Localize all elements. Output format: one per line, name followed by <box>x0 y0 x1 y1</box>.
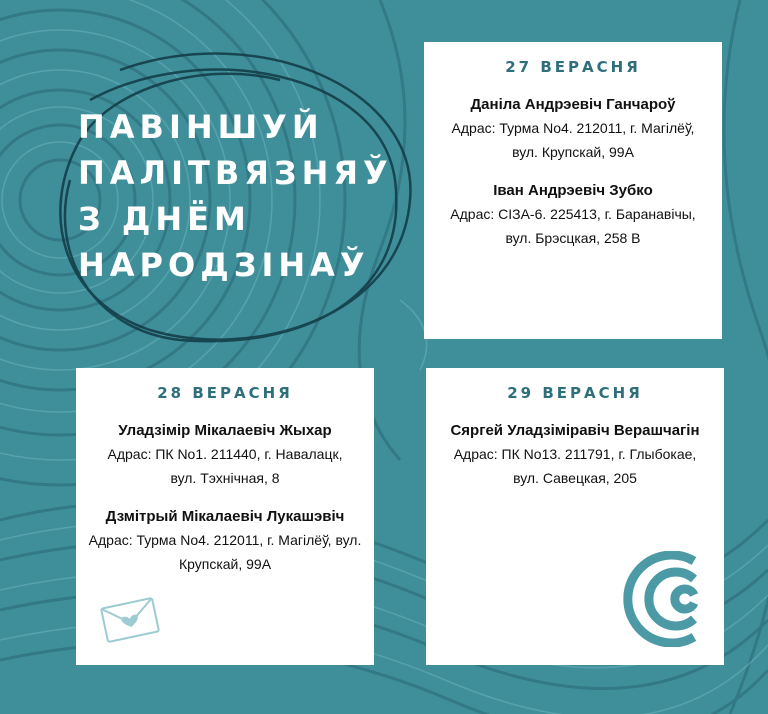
headline-line-1: ПАВІНШУЙ <box>78 108 324 146</box>
prisoner-address-line-1: Адрас: Турма No4. 212011, г. Магілёў, <box>451 120 695 136</box>
birthday-card-sep-27 <box>424 42 722 339</box>
prisoner-entry <box>86 420 364 490</box>
prisoner-name: Дзмітрый Мікалаевіч Лукашэвіч <box>105 508 345 525</box>
prisoner-name: Сяргей Уладзіміравіч Верашчагін <box>450 422 700 439</box>
prisoner-entry <box>434 94 712 164</box>
prisoner-name: Уладзімір Мікалаевіч Жыхар <box>118 422 332 439</box>
prisoner-name: Іван Андрэевіч Зубко <box>493 182 653 199</box>
prisoner-address-line-1: Адрас: Турма No4. 212011, г. Магілёў, вул. <box>88 532 362 548</box>
card-date: 27 ВЕРАСНЯ <box>505 58 641 76</box>
prisoner-entry <box>436 420 714 490</box>
card-date: 28 ВЕРАСНЯ <box>157 384 293 402</box>
prisoner-entry <box>86 506 364 576</box>
envelope-heart-icon <box>98 595 162 645</box>
prisoner-address-line-2: вул. Крупскай, 99А <box>512 144 634 160</box>
prisoner-address-line-1: Адрас: ПК No1. 211440, г. Навалацк, <box>107 446 343 462</box>
headline-line-4: НАРОДЗІНАЎ <box>78 246 370 284</box>
card-date: 29 ВЕРАСНЯ <box>507 384 643 402</box>
prisoner-address-line-2: вул. Тэхнічная, 8 <box>170 470 280 486</box>
prisoner-name: Даніла Андрэевіч Ганчароў <box>470 96 676 113</box>
prisoner-address-line-2: вул. Брэсцкая, 258 В <box>505 230 641 246</box>
prisoner-entry <box>434 180 712 250</box>
prisoner-address-line-2: Крупскай, 99А <box>178 556 272 572</box>
brand-logo-icon <box>606 551 702 647</box>
prisoner-address-line-2: вул. Савецкая, 205 <box>513 470 637 486</box>
prisoner-address-line-1: Адрас: СІЗА-6. 225413, г. Баранавічы, <box>450 206 696 222</box>
headline-line-2: ПАЛІТВЯЗНЯЎ <box>78 154 393 192</box>
headline-line-3: З ДНЁМ <box>78 200 251 238</box>
birthday-card-sep-29 <box>426 368 724 665</box>
headline <box>78 104 393 288</box>
birthday-card-sep-28 <box>76 368 374 665</box>
prisoner-address-line-1: Адрас: ПК No13. 211791, г. Глыбокае, <box>453 446 697 462</box>
